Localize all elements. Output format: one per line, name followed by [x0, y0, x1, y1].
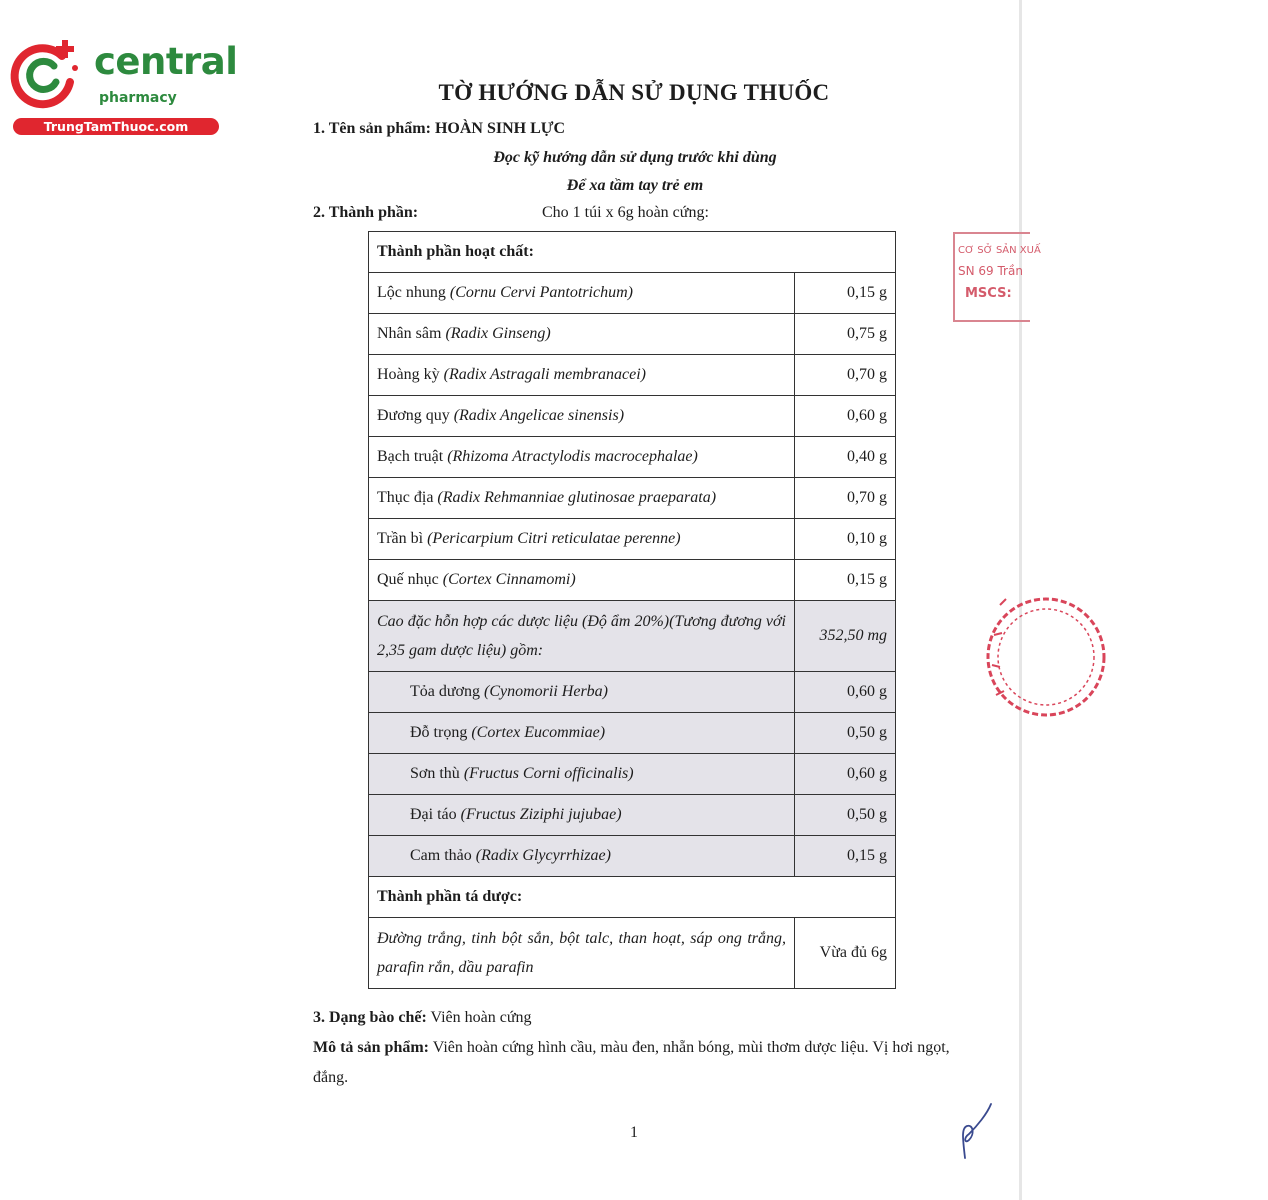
- active-ingredients-header: Thành phần hoạt chất:: [369, 232, 896, 273]
- document-title: TỜ HƯỚNG DẪN SỬ DỤNG THUỐC: [438, 80, 830, 105]
- excipients-header: Thành phần tá dược:: [369, 877, 896, 918]
- warning-read-instructions: Đọc kỹ hướng dẫn sử dụng trước khi dùng: [493, 149, 777, 166]
- dosage-form-line: [313, 1009, 532, 1027]
- logo-subtitle: pharmacy: [99, 90, 177, 106]
- table-row: Đương quy (Radix Angelicae sinensis) 0,60 g: [369, 396, 896, 437]
- composition-line: [313, 204, 418, 222]
- logo-wordmark: central: [94, 40, 238, 83]
- description-label: Mô tả sản phẩm:: [313, 1039, 430, 1056]
- excipient-row: [369, 918, 896, 989]
- dosage-form-value: Viên hoàn cứng: [430, 1009, 532, 1026]
- description-text: Viên hoàn cứng hình cầu, màu đen, nhẵn bóng, mùi thơm dược liệu. Vị hơi ngọt, đắng.: [313, 1039, 950, 1086]
- dosage-form-label: 3. Dạng bào chế:: [313, 1009, 427, 1026]
- table-row: Tỏa dương (Cynomorii Herba) 0,60 g: [369, 672, 896, 713]
- page-number: 1: [630, 1124, 638, 1141]
- table-row: Cam thảo (Radix Glycyrrhizae) 0,15 g: [369, 836, 896, 877]
- table-row: Lộc nhung (Cornu Cervi Pantotrichum) 0,15 g: [369, 273, 896, 314]
- product-label: 1. Tên sản phẩm:: [313, 120, 431, 137]
- table-row: Quế nhục (Cortex Cinnamomi) 0,15 g: [369, 560, 896, 601]
- excipient-description: Đường trắng, tinh bột sắn, bột talc, than hoạt, sáp ong trắng, parafin rắn, dầu parafin: [369, 918, 795, 989]
- product-description: [313, 1033, 973, 1093]
- product-name: HOÀN SINH LỰC: [434, 120, 566, 137]
- excipient-value: Vừa đủ 6g: [795, 918, 896, 989]
- table-row: Hoàng kỳ (Radix Astragali membranacei) 0,70 g: [369, 355, 896, 396]
- manufacturer-stamp: CƠ SỞ SẢN XUẤ SN 69 Trần MSCS:: [953, 232, 1030, 322]
- table-row: Nhân sâm (Radix Ginseng) 0,75 g: [369, 314, 896, 355]
- table-row: Bạch truật (Rhizoma Atractylodis macrocephalae) 0,40 g: [369, 437, 896, 478]
- product-line: [313, 120, 565, 138]
- table-row: Đỗ trọng (Cortex Eucommiae) 0,50 g: [369, 713, 896, 754]
- extract-value: 352,50 mg: [795, 601, 896, 672]
- warning-keep-from-children: Để xa tầm tay trẻ em: [566, 177, 704, 194]
- round-seal-icon: [984, 585, 1024, 730]
- table-row: Sơn thù (Fructus Corni officinalis) 0,60 g: [369, 754, 896, 795]
- signature-icon: [955, 1100, 1000, 1160]
- ingredients-table: [368, 231, 896, 989]
- composition-label: 2. Thành phần:: [313, 204, 419, 221]
- logo-site-badge: TrungTamThuoc.com: [13, 118, 219, 135]
- extract-row: [369, 601, 896, 672]
- extract-description: Cao đặc hỗn hợp các dược liệu (Độ ẩm 20%)(Tương đương với 2,35 gam dược liệu) gồm:: [369, 601, 795, 672]
- table-row: Trần bì (Pericarpium Citri reticulatae perenne) 0,10 g: [369, 519, 896, 560]
- composition-note: Cho 1 túi x 6g hoàn cứng:: [542, 204, 709, 221]
- table-row: Thục địa (Radix Rehmanniae glutinosae praeparata) 0,70 g: [369, 478, 896, 519]
- table-row: Đại táo (Fructus Ziziphi jujubae) 0,50 g: [369, 795, 896, 836]
